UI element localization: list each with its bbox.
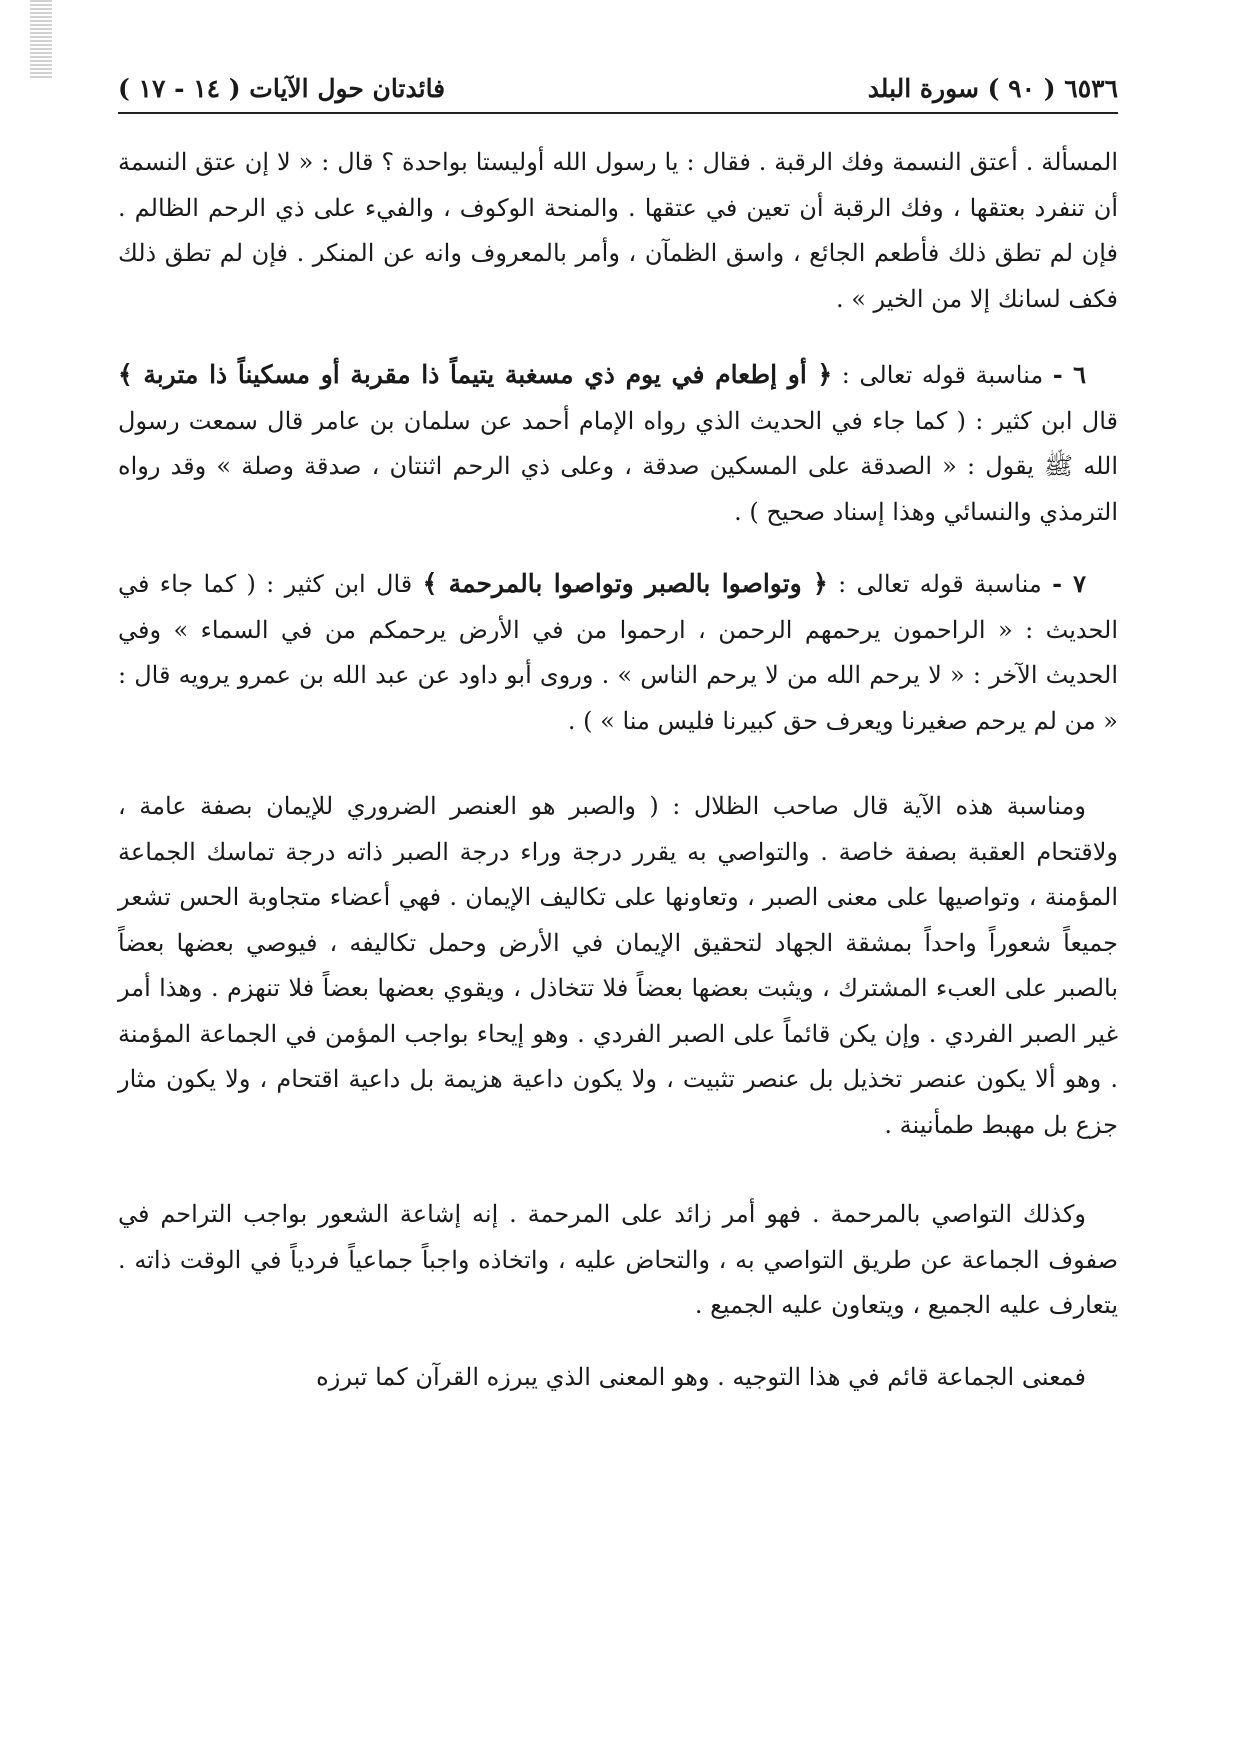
item-number: ٦ -	[1052, 360, 1086, 389]
item-number: ٧ -	[1052, 569, 1086, 598]
page-body	[118, 140, 1118, 1400]
scan-edge-mark	[30, 0, 52, 80]
page-number-and-surah: ٦٥٣٦ ( ٩٠ ) سورة البلد	[867, 74, 1118, 103]
paragraph-5: وكذلك التواصي بالمرحمة . فهو أمر زائد على المرحمة . إنه إشاعة الشعور بواجب التراحم في صفوف الجماعة عن طريق التواصي به ، والتحاض عليه ، واتخاذه واجباً جماعياً فردياً في الوقت ذاته . يتعارف عليه الجميع ، ويتعاون عليه الجميع .	[118, 1200, 1118, 1319]
paragraph-gap	[118, 1148, 1118, 1192]
paragraph-gap	[118, 744, 1118, 784]
paragraph-text: قال ابن كثير : ( كما جاء في الحديث : « الراحمون يرحمهم الرحمن ، ارحموا من في الأرض يرحمكم من في السماء » وفي الحديث الآخر : « لا يرحم الله من لا يرحم الناس » . وروى أبو داود عن عبد الله بن عمرو يرويه قال : « من لم يرحم صغيرنا ويعرف حق كبيرنا فليس منا » ) .	[118, 570, 1119, 735]
paragraph-6: فمعنى الجماعة قائم في هذا التوجيه . وهو المعنى الذي يبرزه القرآن كما تبرزه	[316, 1362, 1086, 1391]
paragraph-2	[118, 352, 1118, 535]
paragraph-gap	[118, 535, 1118, 561]
quranic-verse: ﴿ وتواصوا بالصبر وتواصوا بالمرحمة ﴾	[422, 569, 828, 598]
paragraph-1: المسألة . أعتق النسمة وفك الرقبة . فقال : يا رسول الله أوليستا بواحدة ؟ قال : « لا إن عتق النسمة أن تنفرد بعتقها ، وفك الرقبة أن تعين في عتقها . والمنحة الوكوف ، والفيء على ذي الرحم الظالم . فإن لم تطق ذلك فأطعم الجائع ، واسق الظمآن ، وأمر بالمعروف وانه عن المنكر . فإن لم تطق ذلك فكف لسانك إلا من الخير » .	[118, 148, 1118, 313]
section-title: فائدتان حول الآيات ( ١٤ - ١٧ )	[118, 74, 446, 103]
quranic-verse: ﴿ أو إطعام في يوم ذي مسغبة يتيماً ذا مقربة أو مسكيناً ذا متربة ﴾	[118, 360, 833, 389]
verse-intro: مناسبة قوله تعالى :	[838, 570, 1042, 598]
running-header	[118, 72, 1118, 114]
paragraph-4: ومناسبة هذه الآية قال صاحب الظلال : ( والصبر هو العنصر الضروري للإيمان بصفة عامة ، ولاقتحام العقبة بصفة خاصة . والتواصي به يقرر درجة وراء درجة الصبر ذاته درجة تماسك الجماعة المؤمنة ، وتواصيها على معنى الصبر ، وتعاونها على تكاليف الإيمان . فهي أعضاء متجاوبة الحس تشعر جميعاً شعوراً واحداً بمشقة الجهاد لتحقيق الإيمان في الأرض وحمل تكاليفه ، فيوصي بعضها بعضاً بالصبر على العبء المشترك ، ويثبت بعضها بعضاً فلا تتخاذل ، ويقوي بعضها بعضاً فلا تنهزم . وهذا أمر غير الصبر الفردي . وإن يكن قائماً على الصبر الفردي . وهو إيحاء بواجب المؤمن في الجماعة المؤمنة . وهو ألا يكون عنصر تخذيل بل عنصر تثبيت ، ولا يكون داعية هزيمة بل داعية اقتحام ، ولا يكون مثار جزع بل مهبط طمأنينة .	[118, 792, 1118, 1139]
paragraph-gap	[118, 1329, 1118, 1355]
paragraph-text: قال ابن كثير : ( كما جاء في الحديث الذي رواه الإمام أحمد عن سلمان بن عامر قال سمعت رسول الله ﷺ يقول : « الصدقة على المسكين صدقة ، وعلى ذي الرحم اثنتان ، صدقة وصلة » وقد رواه الترمذي والنسائي وهذا إسناد صحيح ) .	[118, 406, 1118, 526]
verse-intro: مناسبة قوله تعالى :	[841, 361, 1044, 389]
paragraph-gap	[118, 322, 1118, 352]
paragraph-3	[118, 561, 1118, 744]
